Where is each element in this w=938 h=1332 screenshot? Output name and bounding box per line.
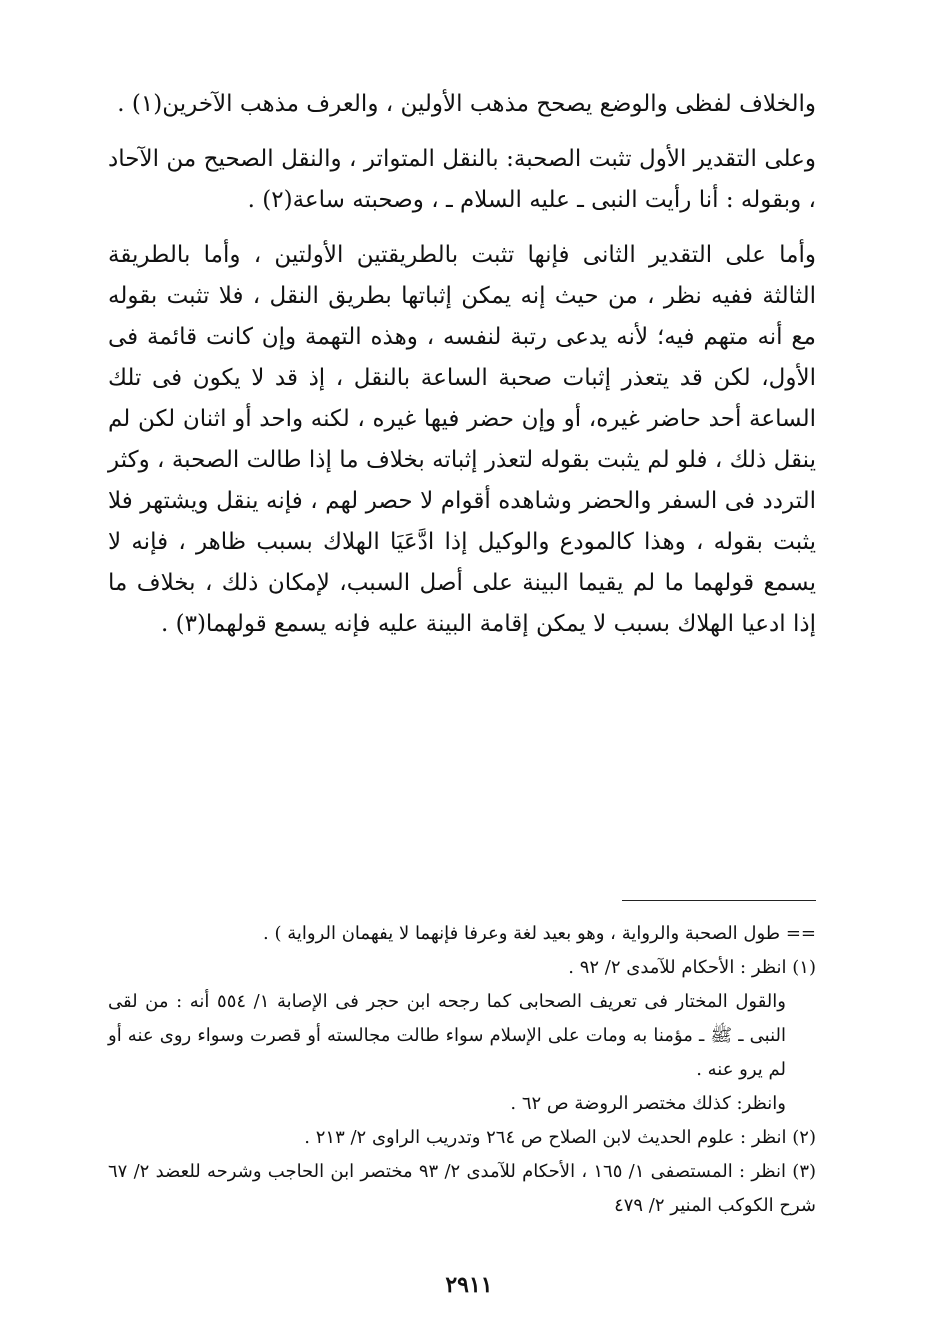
page-number: ٢٩١١ (445, 1272, 493, 1298)
paragraph: وعلى التقدير الأول تثبت الصحبة: بالنقل المتواتر ، والنقل الصحيح من الآحاد ، وبقوله : أنا رأيت النبى ـ عليه السلام ـ ، وصحبته ساعة(٢) . (108, 146, 816, 213)
footnote-2: (٢) انظر : علوم الحديث لابن الصلاح ص ٢٦٤ وتدريب الراوى ٢/ ٢١٣ . (304, 1127, 816, 1148)
footnotes (108, 917, 816, 1223)
paragraph: وأما على التقدير الثانى فإنها تثبت بالطريقتين الأولتين ، وأما بالطريقة الثالثة ففيه نظر ، من حيث إنه يمكن إثباتها بطريق النقل ، فلا تثبت بقوله مع أنه متهم فيه؛ لأنه يدعى رتبة لنفسه ، وهذه التهمة وإن كانت قائمة فى الأول، لكن قد يتعذر إثبات صحبة الساعة بالنقل ، إذ قد لا يكون فى تلك الساعة أحد حاضر غيره، أو وإن حضر فيها غيره ، لكنه واحد أو اثنان لكن لم ينقل ذلك ، فلو لم يثبت بقوله لتعذر إثباته بخلاف ما إذا طالت الصحبة ، وكثر التردد فى السفر والحضر وشاهده أقوام لا حصر لهم ، فإنه ينقل ويشتهر فلا يثبت بقوله ، وهذا كالمودع والوكيل إذا ادَّعَيَا الهلاك بسبب ظاهر ، فإنه لا يسمع قولهما ما لم يقيما البينة على أصل السبب، لإمكان ذلك ، بخلاف ما إذا ادعيا الهلاك بسبب لا يمكن إقامة البينة عليه فإنه يسمع قولهما(٣) . (108, 242, 816, 637)
footnote-1-see-also: وانظر: كذلك مختصر الروضة ص ٦٢ . (510, 1093, 786, 1114)
footnote-separator (622, 900, 816, 901)
footnote-1: (١) انظر : الأحكام للآمدى ٢/ ٩٢ . (568, 957, 816, 978)
main-text (108, 84, 816, 645)
footnote-continuation: == طول الصحبة والرواية ، وهو بعيد لغة وعرفا فإنهما لا يفهمان الرواية ) . (263, 923, 816, 944)
footnote-3: (٣) انظر : المستصفى ١/ ١٦٥ ، الأحكام للآمدى ٢/ ٩٣ مختصر ابن الحاجب وشرحه للعضد ٢/ ٦٧ شرح الكوكب المنير ٢/ ٤٧٩ (108, 1161, 817, 1216)
paragraph: والخلاف لفظى والوضع يصحح مذهب الأولين ، والعرف مذهب الآخرين(١) . (117, 91, 816, 117)
footnote-1-note: والقول المختار فى تعريف الصحابى كما رجحه ابن حجر فى الإصابة ١/ ٥٥٤ أنه : من لقى النبى ـ ﷺ ـ مؤمنا به ومات على الإسلام سواء طالت مجالسته أو قصرت وسواء روى عنه أو لم يرو عنه . (108, 991, 786, 1080)
